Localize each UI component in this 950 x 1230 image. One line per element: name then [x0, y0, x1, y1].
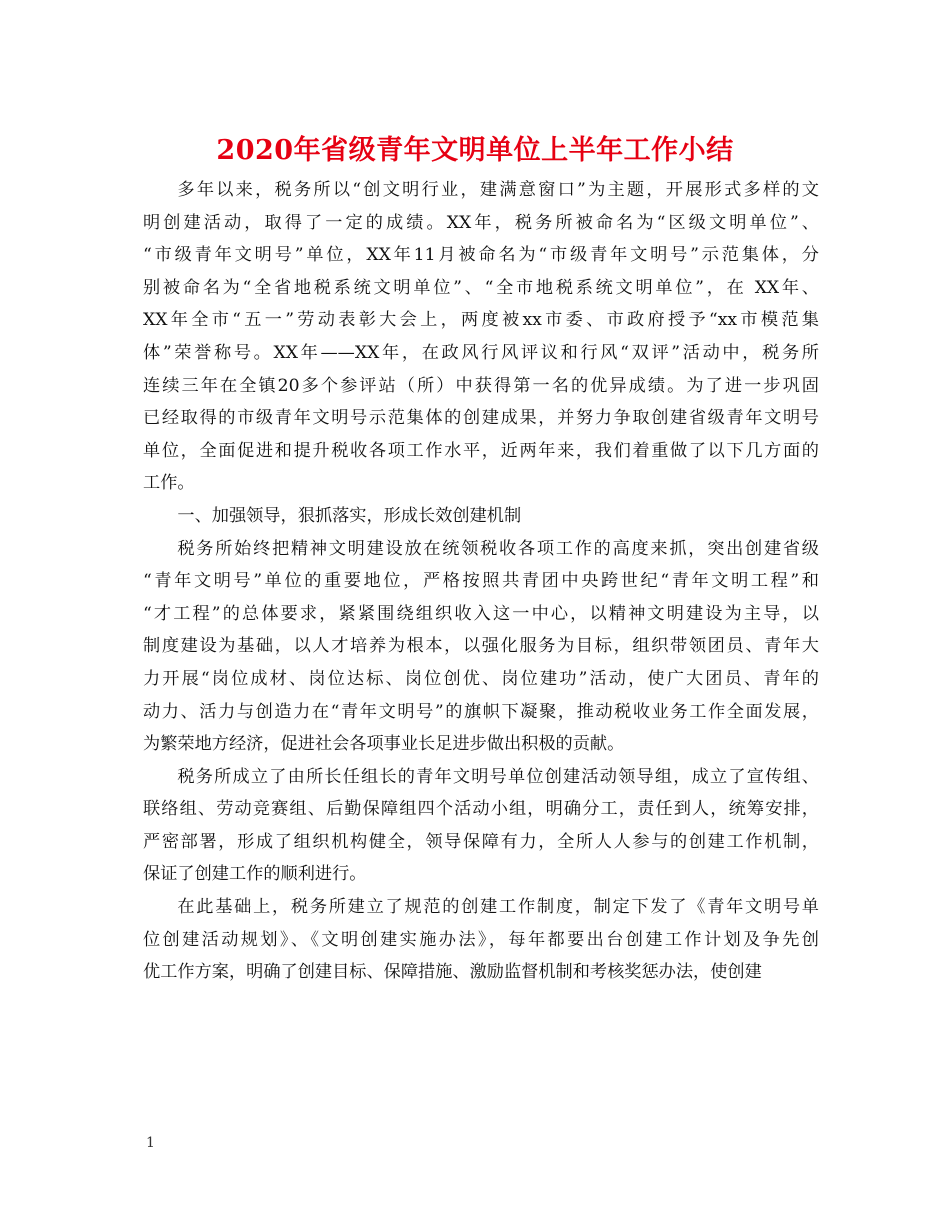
- paragraph-line: 多年以来，税务所以“创文明行业，建满意窗口”为主题，开展形式多样的文: [177, 180, 819, 200]
- paragraph-line: 在此基础上，税务所建立了规范的创建工作制度，制定下发了《青年文明号单: [177, 897, 819, 918]
- paragraph-line: 明创建活动，取得了一定的成绩。XX年，税务所被命名为“区级文明单位”、: [143, 212, 819, 233]
- paragraph-line: “才工程”的总体要求，紧紧围绕组织收入这一中心，以精神文明建设为主导，以: [143, 603, 819, 624]
- paragraph-line: 优工作方案，明确了创建目标、保障措施、激励监督机制和考核奖惩办法，使创建: [143, 962, 762, 983]
- paragraph-line: 力开展“岗位成材、岗位达标、岗位创优、岗位建功”活动，使广大团员、青年的: [143, 668, 819, 689]
- paragraph-line: 税务所始终把精神文明建设放在统领税收各项工作的高度来抓，突出创建省级: [177, 538, 819, 559]
- paragraph-line: 严密部署，形成了组织机构健全，领导保障有力，全所人人参与的创建工作机制，: [143, 831, 819, 852]
- paragraph-line: “市级青年文明号”单位，XX年11月被命名为“市级青年文明号”示范集体，分: [143, 245, 819, 266]
- paragraph-line: 动力、活力与创造力在“青年文明号”的旗帜下凝聚，推动税收业务工作全面发展，: [143, 701, 819, 722]
- paragraph-line: 位创建活动规划》、《文明创建实施办法》，每年都要出台创建工作计划及争先创: [143, 929, 819, 950]
- paragraph-line: 别被命名为“全省地税系统文明单位”、“全市地税系统文明单位”，在 XX年、: [143, 277, 819, 298]
- paragraph: [143, 174, 819, 500]
- paragraph-line: 制度建设为基础，以人才培养为根本，以强化服务为目标，组织带领团员、青年大: [143, 636, 819, 657]
- document-body: [143, 174, 819, 989]
- paragraph: [143, 500, 819, 533]
- page-number: 1: [146, 1135, 155, 1151]
- paragraph-line: 单位，全面促进和提升税收各项工作水平，近两年来，我们着重做了以下几方面的: [143, 440, 819, 461]
- paragraph-line: 连续三年在全镇20多个参评站（所）中获得第一名的优异成绩。为了进一步巩固: [143, 375, 819, 396]
- paragraph: [143, 891, 819, 989]
- paragraph: [143, 533, 819, 761]
- paragraph-line: XX年全市“五一”劳动表彰大会上，两度被xx市委、市政府授予“xx市模范集: [143, 310, 819, 331]
- paragraph-line: 体”荣誉称号。XX年——XX年，在政风行风评议和行风“双评”活动中，税务所: [143, 342, 819, 363]
- paragraph-line: 税务所成立了由所长任组长的青年文明号单位创建活动领导组，成立了宣传组、: [177, 766, 819, 787]
- document-title: 2020年省级青年文明单位上半年工作小结: [216, 135, 734, 166]
- paragraph-line: 一、加强领导，狠抓落实，形成长效创建机制: [177, 505, 522, 526]
- paragraph-line: 已经取得的市级青年文明号示范集体的创建成果，并努力争取创建省级青年文明号: [143, 408, 819, 429]
- paragraph-line: “青年文明号”单位的重要地位，严格按照共青团中央跨世纪“青年文明工程”和: [143, 571, 819, 592]
- paragraph-line: 工作。: [143, 473, 195, 494]
- paragraph-line: 保证了创建工作的顺利进行。: [143, 864, 367, 885]
- paragraph-line: 为繁荣地方经济，促进社会各项事业长足进步做出积极的贡献。: [143, 734, 625, 755]
- paragraph: [143, 761, 819, 891]
- paragraph-line: 联络组、劳动竞赛组、后勤保障组四个活动小组，明确分工，责任到人，统筹安排，: [143, 799, 819, 820]
